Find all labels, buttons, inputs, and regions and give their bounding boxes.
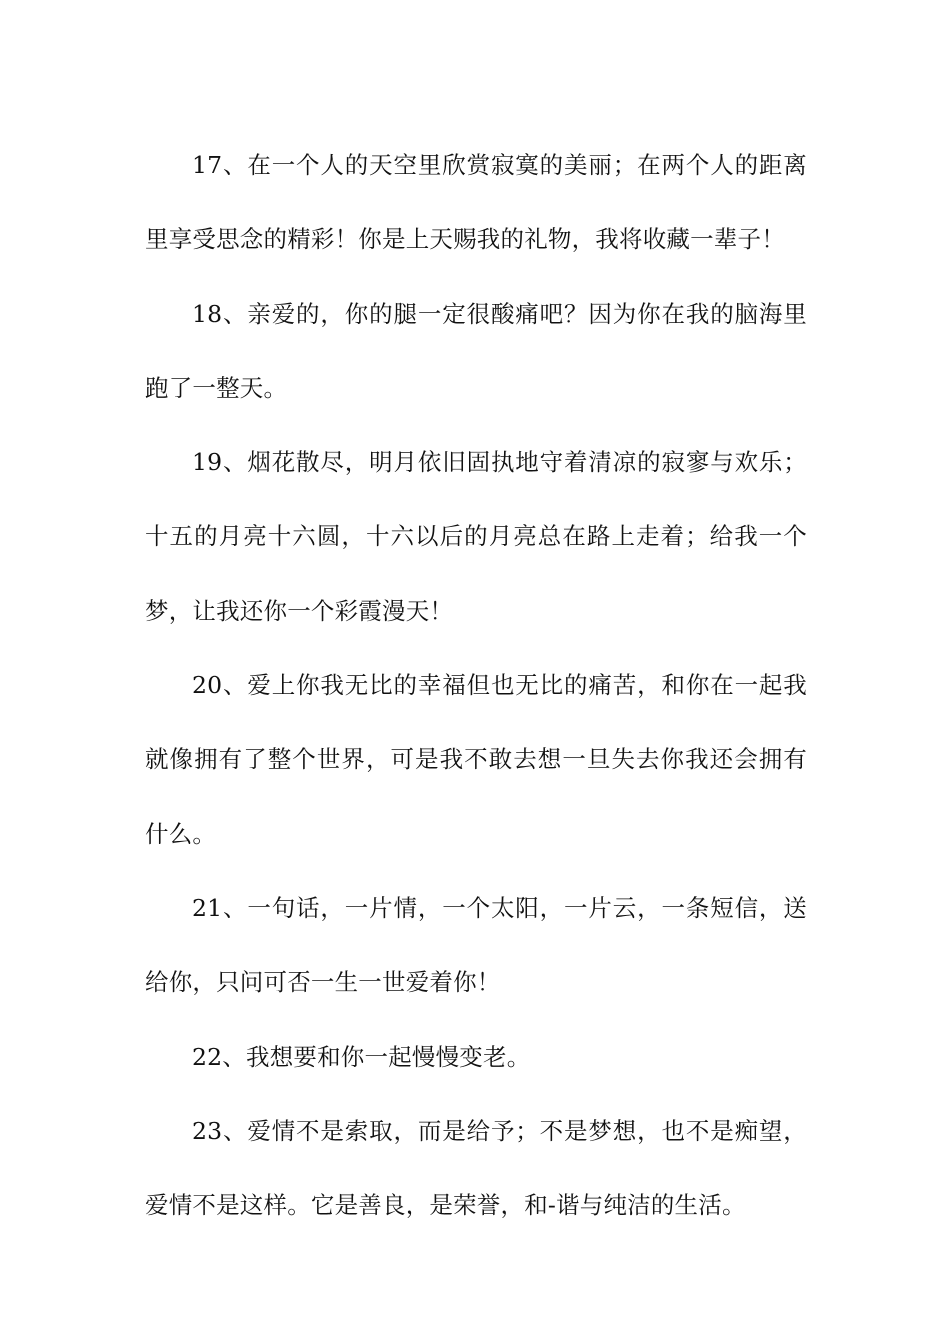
paragraph-22: 22、我想要和你一起慢慢变老。	[192, 1042, 531, 1071]
document-body	[145, 128, 807, 1242]
paragraph-20: 20、爱上你我无比的幸福但也无比的痛苦，和你在一起我就像拥有了整个世界，可是我不敢去想一旦失去你我还会拥有什么。	[145, 671, 807, 848]
paragraph-19: 19、烟花散尽，明月依旧固执地守着清凉的寂寥与欢乐；十五的月亮十六圆，十六以后的月亮总在路上走着；给我一个梦，让我还你一个彩霞漫天！	[145, 448, 807, 625]
paragraph-17: 17、在一个人的天空里欣赏寂寞的美丽；在两个人的距离里享受思念的精彩！你是上天赐我的礼物，我将收藏一辈子！	[145, 151, 807, 254]
paragraph-18: 18、亲爱的，你的腿一定很酸痛吧？因为你在我的脑海里跑了一整天。	[145, 299, 807, 402]
paragraph-21: 21、一句话，一片情，一个太阳，一片云，一条短信，送给你，只问可否一生一世爱着你！	[145, 893, 807, 997]
paragraph-23: 23、爱情不是索取，而是给予；不是梦想，也不是痴望，爱情不是这样。它是善良，是荣誉，和-谐与纯洁的生活。	[145, 1116, 807, 1220]
